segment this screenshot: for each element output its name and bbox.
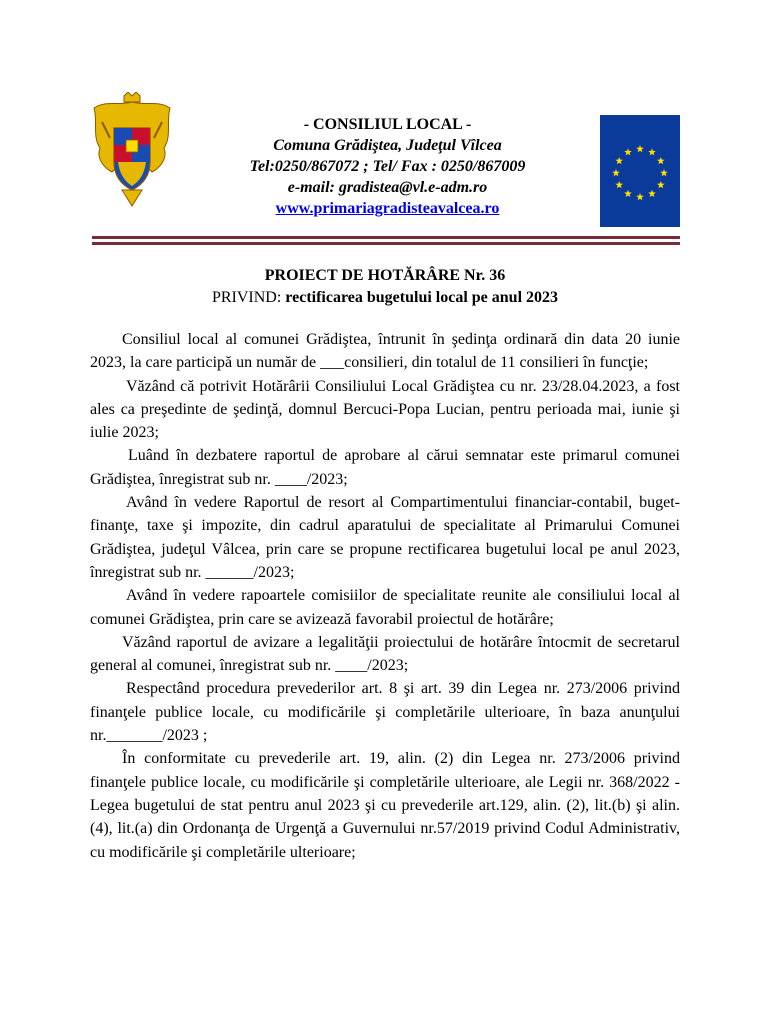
phone-line: Tel:0250/867072 ; Tel/ Fax : 0250/867009 [249,158,526,175]
paragraph: Văzând că potrivit Hotărârii Consiliului Local Grădiştea cu nr. 23/28.04.2023, a fost ales ca preşedinte de şedinţă, domnul Bercuci-Popa Lucian, pentru perioada mai, iunie şi iulie 2023; [90,377,680,442]
eu-flag-background [600,115,680,227]
eu-flag-logo [600,115,680,227]
subject-label: PRIVIND: [211,289,286,306]
institution-name: - CONSILIUL LOCAL - [303,116,472,133]
subject-text: rectificarea bugetului local pe anul 2023 [285,289,559,306]
paragraph: Respectând procedura prevederilor art. 8 şi art. 39 din Legea nr. 273/2006 privind finanţele publice locale, cu modificările şi completările ulterioare, în baza anunţului nr._______/2023 ; [90,680,680,745]
paragraph: Consiliul local al comunei Grădiştea, întrunit în şedinţa ordinară din data 20 iunie 2023, la care participă un număr de ___consilieri, din totalul de 11 consilieri în funcţie; [90,331,680,372]
paragraph: Văzând raportul de avizare a legalităţii proiectului de hotărâre întocmit de secretarul general al comunei, înregistrat sub nr. ____/2023; [90,633,680,675]
website-link[interactable]: www.primariagradisteavalcea.ro [275,200,500,217]
paragraph: În conformitate cu prevederile art. 19, alin. (2) din Legea nr. 273/2006 privind finanţele publice locale, cu modificările şi completările ulterioare, ale Legii nr. 368/2022 - Legea bugetului de stat pentru anul 2023 şi cu prevederile art.129, alin. (2), lit.(b) şi alin. (4), lit.(a) din Ordonanţa de Urgenţă a Guvernului nr.57/2019 privind Codul Administrativ, cu modificările şi completările ulterioare; [90,750,680,861]
header-rule-bottom [92,242,680,245]
header-rule-top [92,236,680,239]
email-line: e-mail: gradistea@vl.e-adm.ro [287,179,488,196]
commune-name: Comuna Grădiştea, Judeţul Vîlcea [273,137,502,154]
letterhead [175,114,600,219]
paragraph: Având în vedere rapoartele comisiilor de specialitate reunite ale consiliului local al comunei Grădiştea, prin care se avizează favorabil proiectul de hotărâre; [90,587,680,628]
document-body [90,328,680,864]
paragraph: Luând în dezbatere raportul de aprobare al cărui semnatar este primarul comunei Grădiştea, înregistrat sub nr. ____/2023; [90,447,680,488]
paragraph: Având în vedere Raportul de resort al Compartimentului financiar-contabil, buget-finanţe, taxe şi impozite, din cadrul aparatului de specialitate al Primarului Comunei Grădiştea, judeţul Vâlcea, prin care se propune rectificarea bugetului local pe anul 2023, înregistrat sub nr. ______/2023; [90,494,680,581]
document-title [90,265,680,309]
project-number: PROIECT DE HOTĂRÂRE Nr. 36 [264,267,506,284]
coat-of-arms-logo [88,92,176,212]
subject-line [212,289,558,306]
